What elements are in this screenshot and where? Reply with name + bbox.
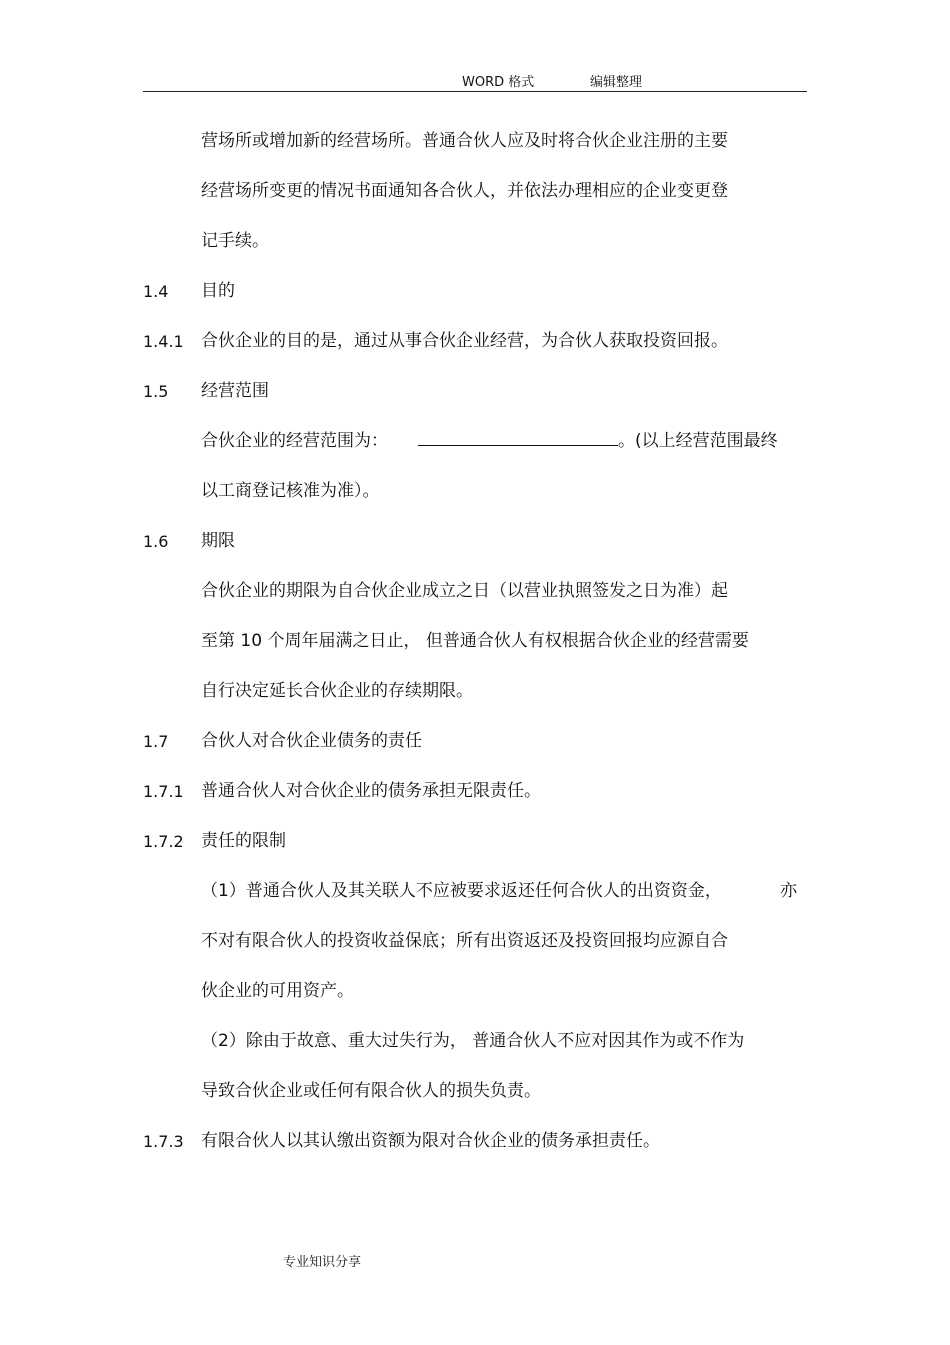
section-number: 1.4 <box>143 282 169 301</box>
section-title: 责任的限制 <box>201 831 286 851</box>
item-line: 伙企业的可用资产。 <box>201 981 354 1001</box>
section-title: 经营范围 <box>201 381 269 401</box>
section-number: 1.7 <box>143 732 169 751</box>
item-line: （2）除由于故意、重大过失行为， 普通合伙人不应对因其作为或不作为 <box>201 1031 745 1051</box>
clause-text: 有限合伙人以其认缴出资额为限对合伙企业的债务承担责任。 <box>201 1131 660 1151</box>
header-edit-label: 编辑整理 <box>590 75 643 90</box>
clause-text: 合伙企业的目的是，通过从事合伙企业经营，为合伙人获取投资回报。 <box>201 331 728 351</box>
paragraph-line: 记手续。 <box>201 231 269 251</box>
item-line: 导致合伙企业或任何有限合伙人的损失负责。 <box>201 1081 541 1101</box>
page-footer: 专业知识分享 <box>283 1255 362 1270</box>
section-title: 合伙人对合伙企业债务的责任 <box>201 731 422 751</box>
section-title: 目的 <box>201 281 235 301</box>
paragraph-line: 至第 10 个周年届满之日止， 但普通合伙人有权根据合伙企业的经营需要 <box>201 631 749 651</box>
section-number: 1.6 <box>143 532 169 551</box>
scope-note: 。(以上经营范围最终 <box>618 431 778 451</box>
page-header <box>0 68 950 88</box>
section-number: 1.7.1 <box>143 782 184 801</box>
paragraph-line: 合伙企业的期限为自合伙企业成立之日（以营业执照签发之日为准）起 <box>201 581 728 601</box>
item-line-end: 亦 <box>780 881 797 901</box>
section-number: 1.7.2 <box>143 832 184 851</box>
item-line: 不对有限合伙人的投资收益保底；所有出资返还及投资回报均应源自合 <box>201 931 728 951</box>
header-divider <box>143 91 807 92</box>
section-title: 期限 <box>201 531 235 551</box>
clause-text: 普通合伙人对合伙企业的债务承担无限责任。 <box>201 781 541 801</box>
section-number: 1.7.3 <box>143 1132 184 1151</box>
scope-line <box>201 430 778 452</box>
item-line: （1）普通合伙人及其关联人不应被要求返还任何合伙人的出资资金， <box>201 881 722 901</box>
paragraph-line: 营场所或增加新的经营场所。普通合伙人应及时将合伙企业注册的主要 <box>201 131 728 151</box>
paragraph-line: 自行决定延长合伙企业的存续期限。 <box>201 681 473 701</box>
scope-label: 合伙企业的经营范围为： <box>201 431 388 451</box>
paragraph-line: 以工商登记核准为准）。 <box>201 481 380 501</box>
header-format-label: WORD 格式 <box>462 75 535 90</box>
fill-in-blank <box>418 430 618 446</box>
section-number: 1.4.1 <box>143 332 184 351</box>
paragraph-line: 经营场所变更的情况书面通知各合伙人，并依法办理相应的企业变更登 <box>201 181 728 201</box>
section-number: 1.5 <box>143 382 169 401</box>
